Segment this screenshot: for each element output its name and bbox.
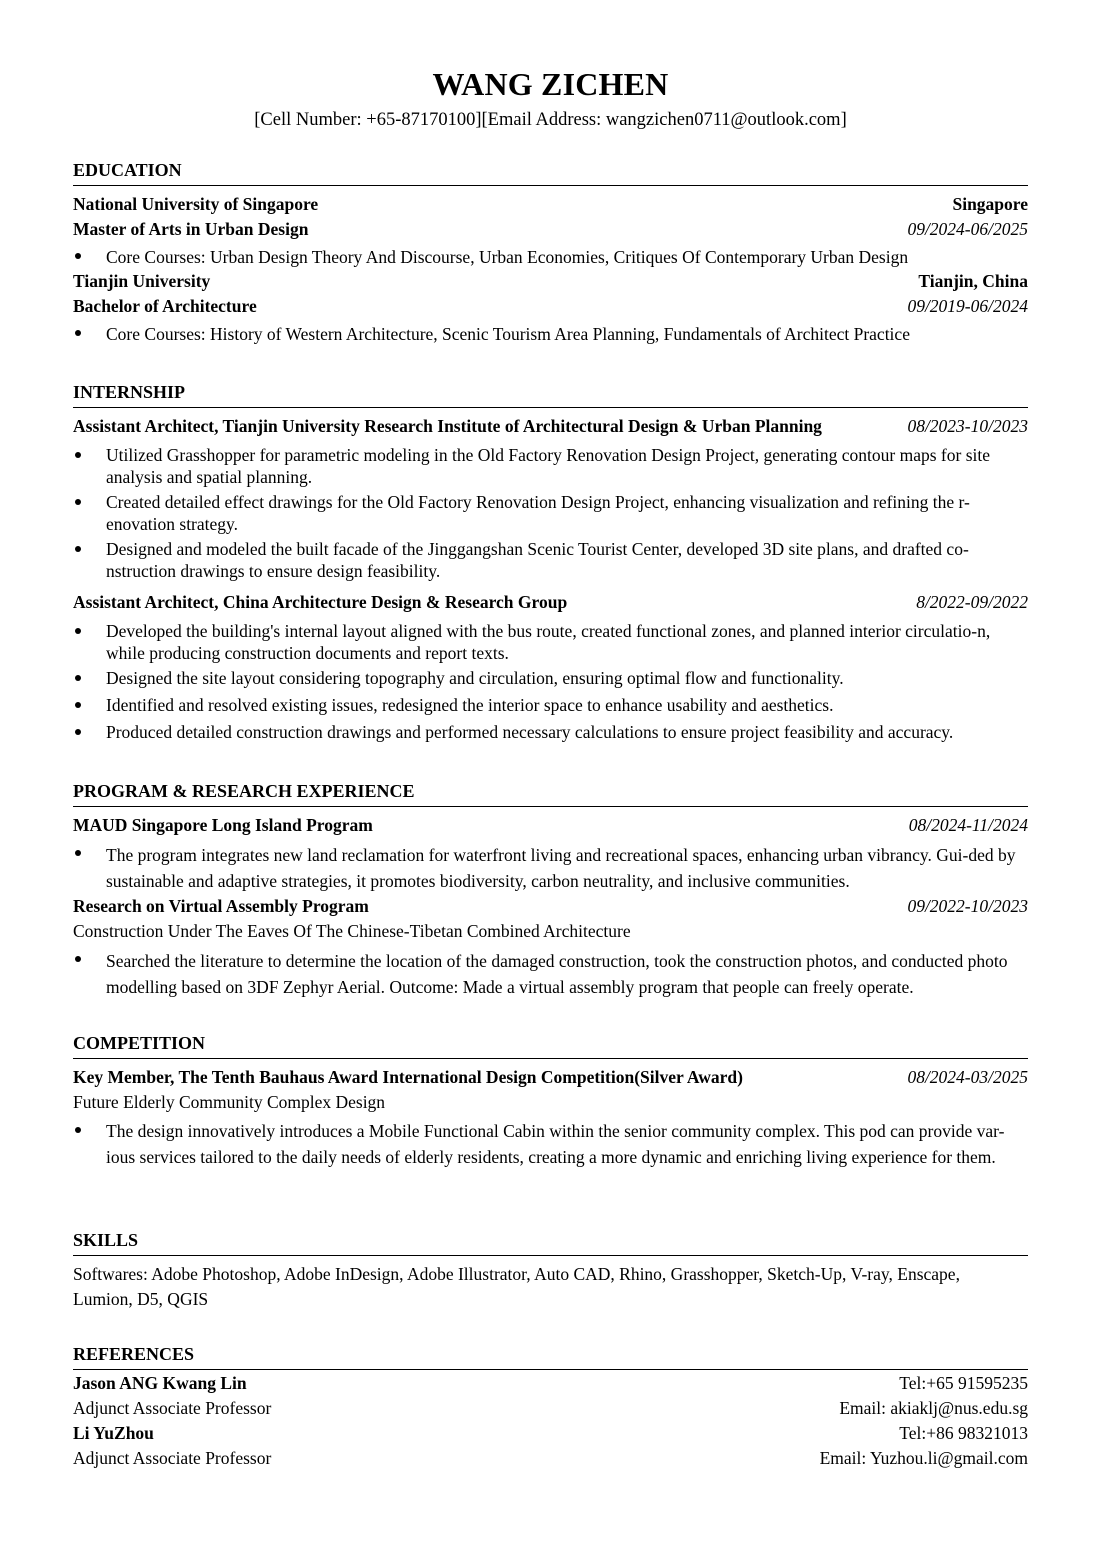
list-item: Produced detailed construction drawings and performed necessary calculations to ensure project feasibility and accuracy. (73, 721, 1028, 743)
section-title: INTERNSHIP (73, 382, 186, 402)
list-item: Core Courses: Urban Design Theory And Discourse, Urban Economies, Critiques Of Contemporary Urban Design (73, 245, 1028, 269)
reference-tel: Tel:+86 98321013 (899, 1423, 1028, 1443)
candidate-name: WANG ZICHEN (432, 66, 669, 102)
references-section (73, 1342, 1028, 1471)
list-item: Developed the building's internal layout aligned with the bus route, created functional zones, and planned interior circulatio-n, while producing construction documents and report texts. (73, 620, 1028, 664)
skills-section (73, 1228, 1028, 1312)
education-degree-row (73, 217, 1028, 242)
section-divider (73, 407, 1028, 408)
section-title: SKILLS (73, 1230, 139, 1250)
section-divider (73, 1058, 1028, 1059)
section-title: REFERENCES (73, 1344, 195, 1364)
education-entry-header (73, 192, 1028, 217)
degree: Bachelor of Architecture (73, 296, 257, 316)
competition-section (73, 1031, 1028, 1170)
section-title: PROGRAM & RESEARCH EXPERIENCE (73, 781, 415, 801)
reference-position: Adjunct Associate Professor (73, 1448, 272, 1468)
bullet-list (73, 948, 1028, 1000)
internship-section (73, 380, 1028, 743)
school-location: Tianjin, China (918, 271, 1028, 291)
list-item: The design innovatively introduces a Mobile Functional Cabin within the senior community complex. This pod can provide var-ious services tailored to the daily needs of elderly residents, creating a more dynamic and enriching living experience for them. (73, 1119, 1028, 1170)
reference-position: Adjunct Associate Professor (73, 1398, 272, 1418)
reference-name: Jason ANG Kwang Lin (73, 1373, 247, 1393)
internship-dates: 8/2022-09/2022 (916, 592, 1028, 612)
list-item: Designed the site layout considering topography and circulation, ensuring optimal flow and functionality. (73, 667, 1028, 689)
reference-tel: Tel:+65 91595235 (899, 1373, 1028, 1393)
school-name: Tianjin University (73, 271, 211, 291)
reference-name-row (73, 1371, 1028, 1396)
degree: Master of Arts in Urban Design (73, 219, 309, 239)
contact-line: [Cell Number: +65-87170100][Email Address: wangzichen0711@outlook.com] (254, 110, 847, 130)
bullet-list (73, 245, 1028, 269)
internship-role: Assistant Architect, Tianjin University Research Institute of Architectural Design & Urban Planning (73, 416, 822, 436)
list-item: Designed and modeled the built facade of the Jinggangshan Scenic Tourist Center, developed 3D site plans, and drafted co-nstruction drawings to ensure design feasibility. (73, 538, 1028, 582)
reference-position-row (73, 1396, 1028, 1421)
list-item: The program integrates new land reclamation for waterfront living and recreational spaces, enhancing urban vibrancy. Gui-ded by sustainable and adaptive strategies, it promotes biodiversity, carbon neutrality, and inclusive communities. (73, 842, 1028, 894)
bullet-list (73, 322, 1028, 346)
list-item: Identified and resolved existing issues, redesigned the interior space to enhance usability and aesthetics. (73, 694, 1028, 716)
skills-text: Softwares: Adobe Photoshop, Adobe InDesign, Adobe Illustrator, Auto CAD, Rhino, Grasshopper, Sketch-Up, V-ray, Enscape, Lumion, D5, QGIS (73, 1264, 960, 1309)
reference-name-row (73, 1421, 1028, 1446)
list-item: Utilized Grasshopper for parametric modeling in the Old Factory Renovation Design Project, generating contour maps for site analysis and spatial planning. (73, 444, 1028, 488)
section-divider (73, 806, 1028, 807)
education-entry-header (73, 269, 1028, 294)
program-entry-header (73, 813, 1028, 838)
program-name: MAUD Singapore Long Island Program (73, 815, 373, 835)
education-section (73, 158, 1028, 346)
education-dates: 09/2019-06/2024 (907, 296, 1028, 316)
list-item: Core Courses: History of Western Architecture, Scenic Tourism Area Planning, Fundamentals of Architect Practice (73, 322, 1028, 346)
competition-role: Key Member, The Tenth Bauhaus Award International Design Competition(Silver Award) (73, 1067, 743, 1087)
section-divider (73, 1255, 1028, 1256)
competition-entry-header (73, 1065, 1028, 1090)
program-entry-header (73, 894, 1028, 919)
bullet-list (73, 1119, 1028, 1170)
program-subtitle: Construction Under The Eaves Of The Chinese-Tibetan Combined Architecture (73, 921, 631, 941)
internship-dates: 08/2023-10/2023 (907, 416, 1028, 436)
program-dates: 08/2024-11/2024 (908, 815, 1028, 835)
reference-position-row (73, 1446, 1028, 1471)
section-title: COMPETITION (73, 1033, 206, 1053)
school-location: Singapore (952, 194, 1028, 214)
education-dates: 09/2024-06/2025 (907, 219, 1028, 239)
list-item: Searched the literature to determine the location of the damaged construction, took the construction photos, and conducted photo modelling based on 3DF Zephyr Aerial. Outcome: Made a virtual assembly program that people can freely operate. (73, 948, 1028, 1000)
internship-role: Assistant Architect, China Architecture Design & Research Group (73, 592, 568, 612)
reference-email: Email: Yuzhou.li@gmail.com (819, 1448, 1028, 1468)
section-title: EDUCATION (73, 160, 182, 180)
bullet-list (73, 620, 1028, 743)
list-item: Created detailed effect drawings for the Old Factory Renovation Design Project, enhancing visualization and refining the r-enovation strategy. (73, 491, 1028, 535)
section-divider (73, 185, 1028, 186)
program-section (73, 779, 1028, 1000)
program-dates: 09/2022-10/2023 (907, 896, 1028, 916)
program-name: Research on Virtual Assembly Program (73, 896, 369, 916)
competition-subtitle: Future Elderly Community Complex Design (73, 1092, 386, 1112)
section-divider (73, 1369, 1028, 1370)
school-name: National University of Singapore (73, 194, 319, 214)
education-degree-row (73, 294, 1028, 319)
reference-email: Email: akiaklj@nus.edu.sg (839, 1398, 1028, 1418)
internship-entry-header (73, 414, 1028, 439)
bullet-list (73, 842, 1028, 894)
internship-entry-header (73, 590, 1028, 615)
reference-name: Li YuZhou (73, 1423, 154, 1443)
competition-dates: 08/2024-03/2025 (907, 1067, 1028, 1087)
bullet-list (73, 444, 1028, 582)
